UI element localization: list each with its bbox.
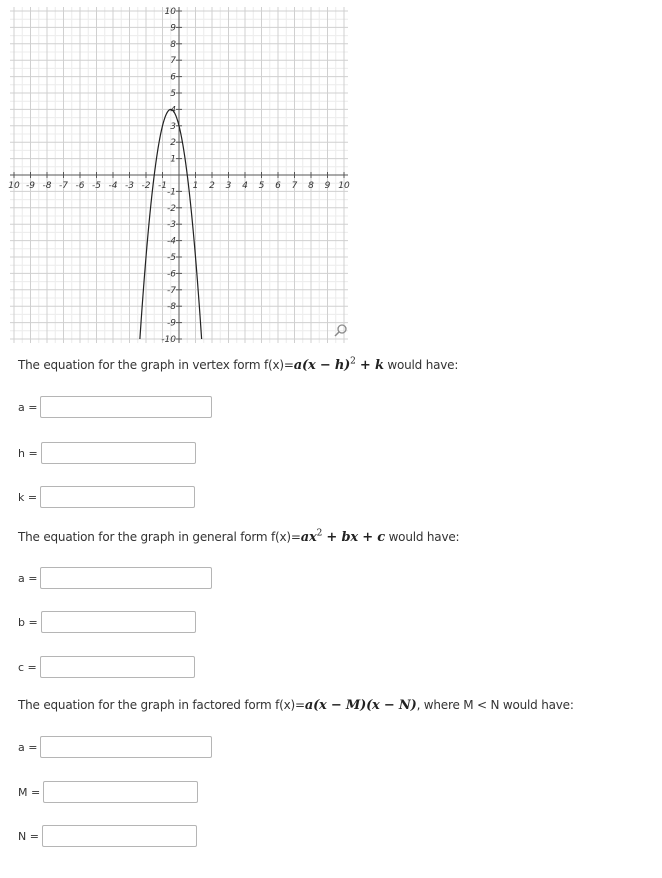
factored-m-label: M = [18,785,41,799]
factored-form-prompt [18,698,574,713]
x-tick-label: -2 [141,181,151,191]
x-tick-label: 5 [258,181,265,191]
y-tick-label: 7 [170,56,176,67]
x-tick-label: 6 [275,181,281,191]
y-tick-label: -6 [167,269,176,280]
general-form-prompt [18,530,459,545]
x-tick-label: 10 [8,181,20,191]
y-tick-label: -4 [167,236,176,247]
graph-canvas [8,4,357,345]
general-formula-rest: + bx + c [322,530,385,545]
vertex-prompt-post: would have: [383,358,459,372]
general-a-input[interactable] [40,567,212,589]
vertex-form-prompt [18,358,458,373]
axes [10,7,348,343]
y-tick-label: -10 [161,335,176,345]
general-b-input[interactable] [41,611,196,633]
factored-m-row [18,781,198,803]
y-tick-label: 1 [170,154,176,165]
factored-m-input[interactable] [43,781,198,803]
y-tick-label: 5 [170,89,176,99]
y-tick-label: 4 [170,105,176,116]
x-tick-label: 7 [291,181,298,191]
y-tick-label: 8 [170,39,176,50]
general-c-input[interactable] [40,656,195,678]
vertex-formula [294,358,384,373]
vertex-h-label: h = [18,446,38,460]
general-a-row [18,567,212,589]
vertex-formula-k: + k [355,358,384,373]
vertex-formula-exponent: 2 [350,356,356,367]
factored-n-input[interactable] [42,825,197,847]
x-tick-label: 2 [209,181,215,191]
general-b-row [18,611,196,633]
vertex-formula-a: a [293,358,302,373]
vertex-k-label: k = [18,490,38,504]
coordinate-graph [8,4,357,345]
x-tick-label: -6 [75,181,85,191]
general-prompt-post: would have: [384,530,460,544]
y-tick-label: -5 [167,253,176,263]
vertex-a-label: a = [18,400,38,414]
general-c-label: c = [18,660,37,674]
x-tick-label: -3 [125,181,134,191]
x-tick-label: 1 [192,181,199,191]
y-tick-label: -1 [167,187,176,198]
general-formula-exponent: 2 [316,528,323,539]
general-formula [301,530,385,545]
x-tick-label: 8 [308,181,314,191]
y-tick-label: -2 [167,203,176,214]
vertex-k-row [18,486,195,508]
x-tick-label: -8 [42,181,52,191]
factored-a-label: a = [18,740,38,754]
x-tick-label: 10 [338,181,350,191]
y-tick-label: -3 [167,220,176,231]
y-tick-label: -9 [167,318,176,329]
factored-prompt-pre: The equation for the graph in factored form f(x)= [18,698,305,712]
general-c-row [18,656,195,678]
y-tick-label: 9 [170,23,176,34]
x-tick-label: 9 [324,181,331,191]
general-b-label: b = [18,615,38,629]
x-tick-label: -5 [92,181,101,191]
vertex-a-row [18,396,212,418]
factored-a-row [18,736,212,758]
y-tick-label: -8 [167,302,176,313]
x-tick-label: 4 [242,181,248,191]
vertex-a-input[interactable] [40,396,212,418]
y-tick-label: 6 [170,72,176,83]
general-a-label: a = [18,571,38,585]
y-tick-label: 10 [164,7,176,17]
factored-formula: a(x − M)(x − N) [304,698,417,713]
vertex-prompt-pre: The equation for the graph in vertex form f(x)= [18,358,294,372]
x-tick-label: -4 [108,181,118,191]
vertex-k-input[interactable] [40,486,195,508]
y-tick-label: 3 [170,121,176,132]
factored-n-label: N = [18,829,39,843]
factored-prompt-post: , where M < N would have: [416,698,574,712]
vertex-h-row [18,442,196,464]
y-tick-label: -7 [167,285,176,296]
general-formula-ax: ax [300,530,317,545]
vertex-h-input[interactable] [41,442,196,464]
x-tick-label: -1 [158,181,167,191]
general-prompt-pre: The equation for the graph in general form f(x)= [18,530,301,544]
factored-a-input[interactable] [40,736,212,758]
factored-n-row [18,825,197,847]
vertex-formula-paren: (x − h) [302,358,351,373]
y-tick-label: 2 [170,138,176,149]
x-tick-label: -7 [59,181,68,191]
x-tick-label: -9 [26,181,35,191]
x-tick-label: 3 [225,181,232,191]
